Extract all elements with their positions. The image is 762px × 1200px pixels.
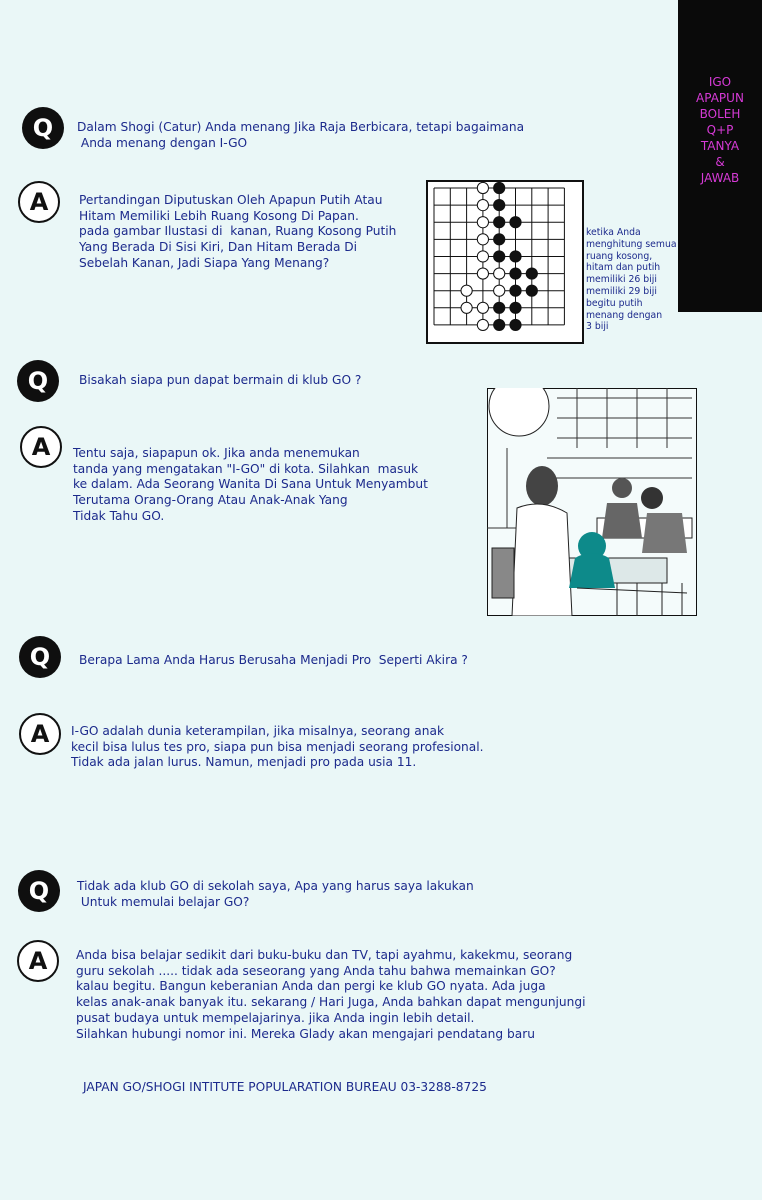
footer-contact: JAPAN GO/SHOGI INTITUTE POPULARATION BUREAU 03-3288-8725 (83, 1080, 487, 1094)
white-stone (477, 251, 488, 262)
black-stone (494, 200, 505, 211)
white-stone (477, 234, 488, 245)
white-stone (477, 182, 488, 193)
black-stone (494, 319, 505, 330)
answer-3-text: I-GO adalah dunia keterampilan, jika misalnya, seorang anak kecil bisa lulus tes pro, siapa pun bisa menjadi seorang profesional. Tidak ada jalan lurus. Namun, menjadi pro pada usia 11. (71, 724, 484, 770)
corner-line: JAWAB (700, 171, 740, 185)
white-stone (494, 285, 505, 296)
black-stone (494, 251, 505, 262)
board-note: ketika Anda menghitung semua ruang kosong, hitam dan putih memiliki 26 biji memiliki 29 biji begitu putih menang dengan 3 biji (586, 227, 677, 333)
white-stone (477, 217, 488, 228)
black-stone (494, 302, 505, 313)
white-stone (477, 319, 488, 330)
question-badge: Q (22, 107, 64, 149)
black-stone (510, 319, 521, 330)
go-board-diagram (426, 180, 584, 344)
black-stone (526, 285, 537, 296)
white-stone (494, 268, 505, 279)
black-stone (510, 217, 521, 228)
black-stone (510, 268, 521, 279)
question-badge: Q (17, 360, 59, 402)
white-stone (477, 268, 488, 279)
corner-label (678, 0, 762, 312)
white-stone (461, 285, 472, 296)
white-stone (461, 302, 472, 313)
corner-line: IGO (708, 75, 732, 89)
black-stone (526, 268, 537, 279)
black-stone (510, 285, 521, 296)
black-stone (494, 217, 505, 228)
question-2-text: Bisakah siapa pun dapat bermain di klub GO ? (79, 373, 362, 387)
go-club-illustration (487, 388, 697, 616)
corner-line: & (715, 155, 725, 169)
answer-1-text: Pertandingan Diputuskan Oleh Apapun Putih Atau Hitam Memiliki Lebih Ruang Kosong Di Papan. pada gambar Ilustasi di kanan, Ruang Kosong Putih Yang Berada Di Sisi Kiri, Dan Hitam Berada Di Sebelah Kanan, Jadi Siapa Yang Menang? (79, 193, 397, 270)
answer-badge: A (19, 713, 61, 755)
answer-2-text: Tentu saja, siapapun ok. Jika anda menemukan tanda yang mengatakan "I-GO" di kota. Silahkan masuk ke dalam. Ada Seorang Wanita Di Sana Untuk Menyambut Terutama Orang-Orang Atau Anak-Anak Yang Tidak Tahu GO. (73, 446, 428, 523)
question-badge: Q (18, 870, 60, 912)
black-stone (494, 182, 505, 193)
answer-4-text: Anda bisa belajar sedikit dari buku-buku dan TV, tapi ayahmu, kakekmu, seorang guru sekolah ..... tidak ada seseorang yang Anda tahu bahwa memainkan GO? kalau begitu. Bangun keberanian Anda dan pergi ke klub GO nyata. Ada juga kelas anak-anak banyak itu. sekarang / Hari Juga, Anda bahkan dapat mengunjungi pusat budaya untuk mempelajarinya. jika Anda ingin lebih detail. Silahkan hubungi nomor ini. Mereka Glady akan mengajari pendatang baru (76, 948, 586, 1041)
question-badge: Q (19, 636, 61, 678)
answer-badge: A (20, 426, 62, 468)
question-3-text: Berapa Lama Anda Harus Berusaha Menjadi Pro Seperti Akira ? (79, 653, 468, 667)
white-stone (477, 302, 488, 313)
question-1-text: Dalam Shogi (Catur) Anda menang Jika Raja Berbicara, tetapi bagaimana Anda menang dengan I-GO (77, 120, 525, 150)
corner-line: Q+P (706, 123, 734, 137)
corner-line: APAPUN (696, 91, 744, 105)
question-4-text: Tidak ada klub GO di sekolah saya, Apa yang harus saya lakukan Untuk memulai belajar GO? (77, 879, 474, 909)
white-stone (477, 200, 488, 211)
black-stone (494, 234, 505, 245)
corner-line: BOLEH (699, 107, 741, 121)
black-stone (510, 302, 521, 313)
corner-line: TANYA (700, 139, 740, 153)
answer-badge: A (17, 940, 59, 982)
answer-badge: A (18, 181, 60, 223)
black-stone (510, 251, 521, 262)
